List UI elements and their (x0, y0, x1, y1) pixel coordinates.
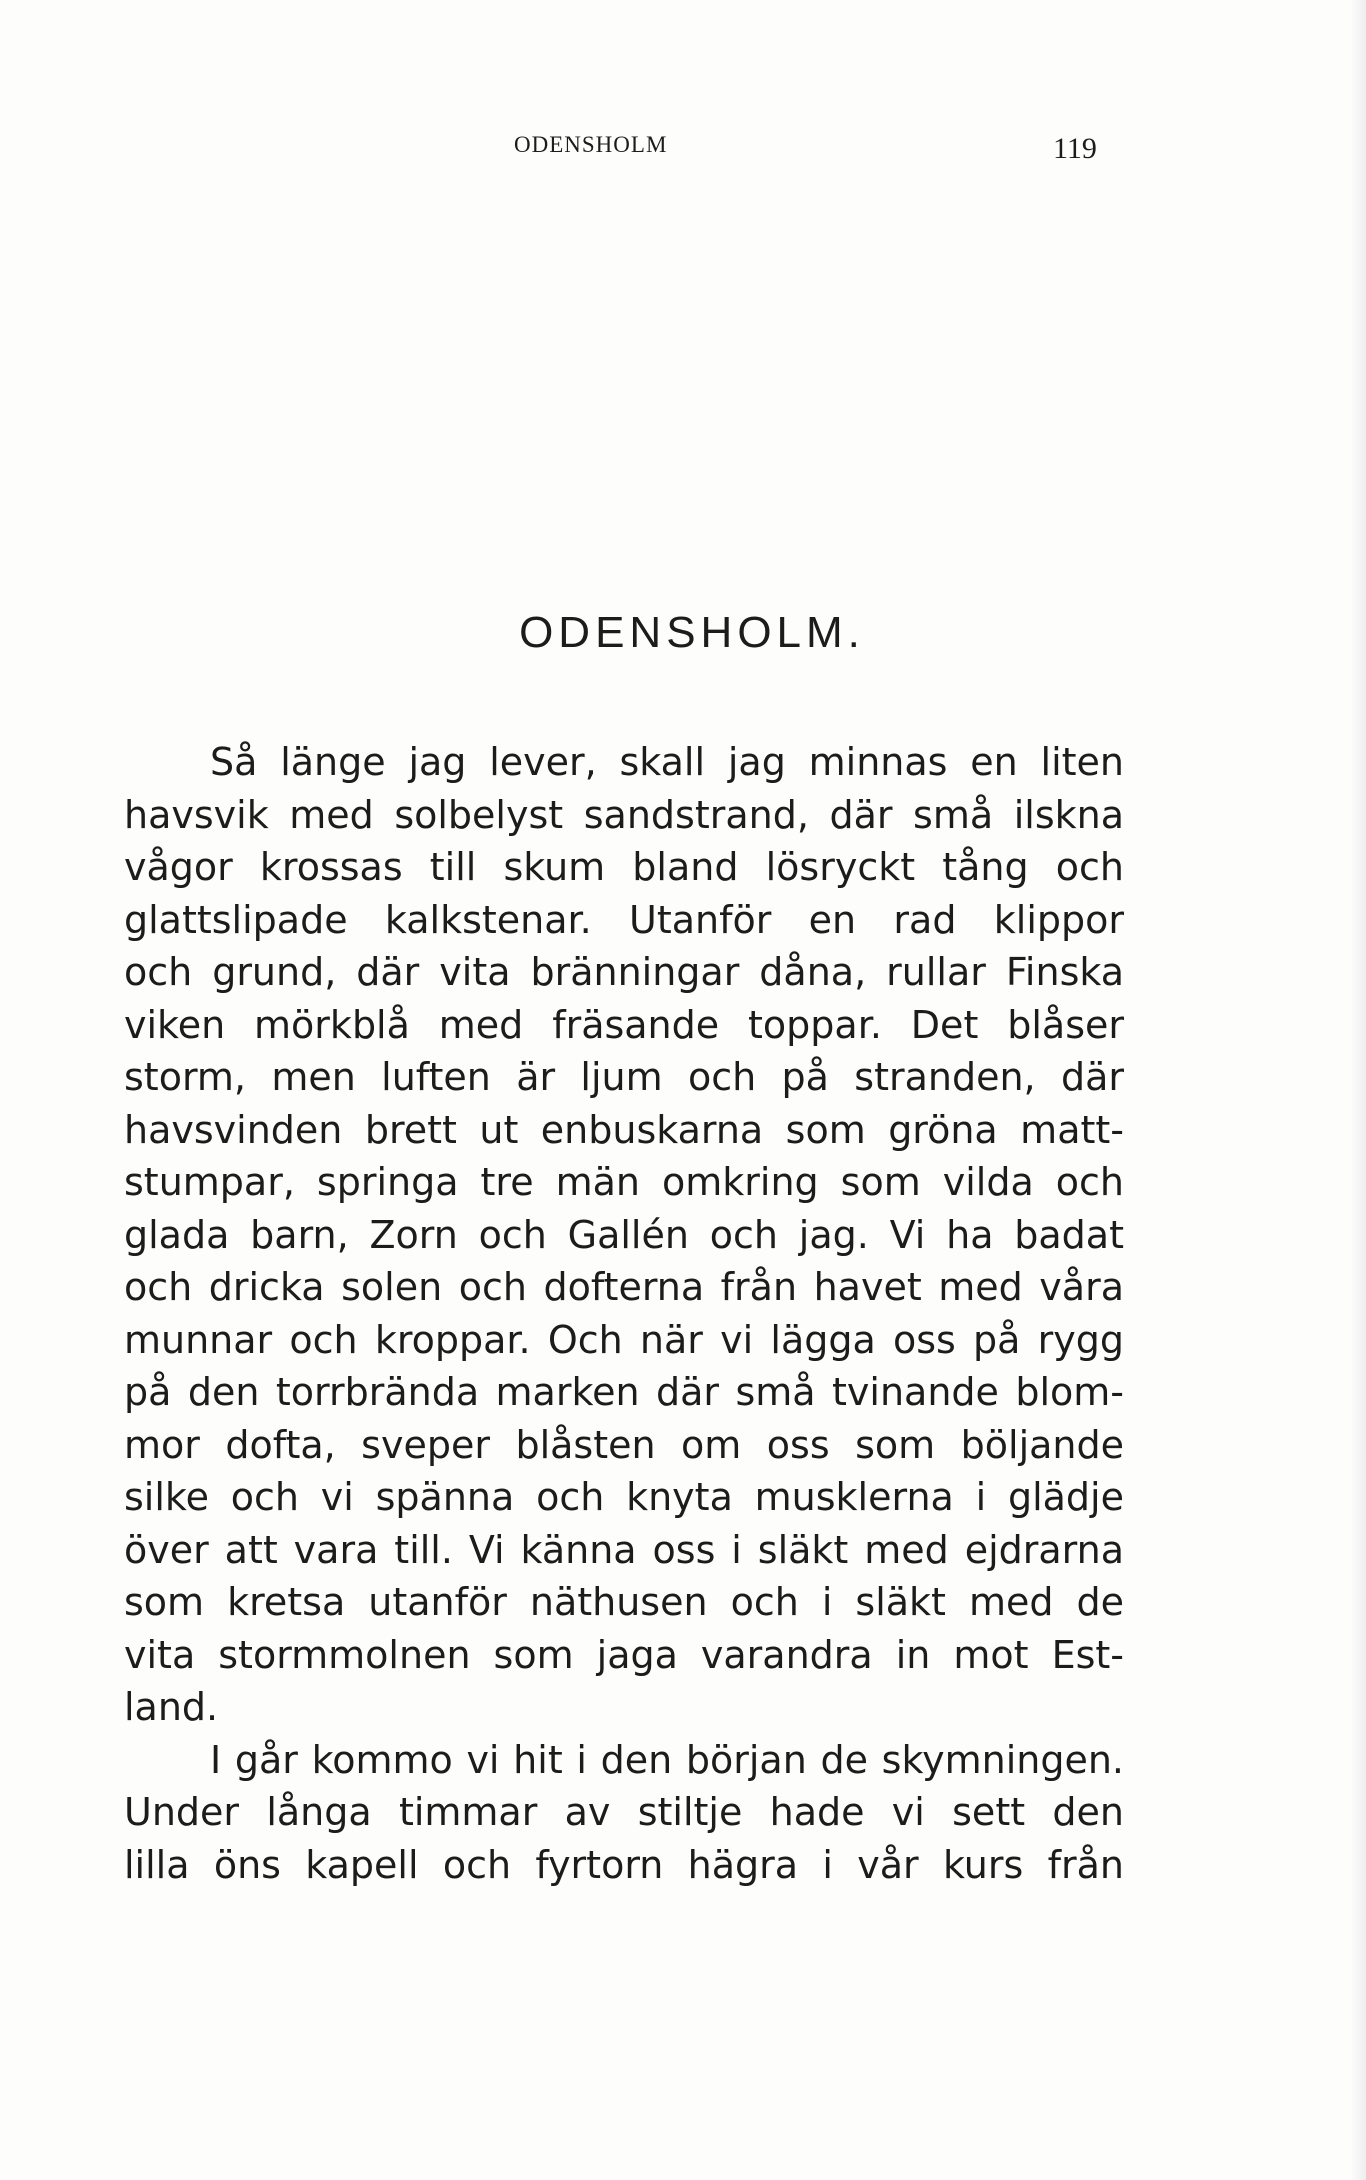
text-line: silke och vi spänna och knyta musklerna i glädje (124, 1475, 1124, 1519)
text-line: stumpar, springa tre män omkring som vilda och (124, 1160, 1124, 1204)
text-line: I går kommo vi hit i den början de skymningen. (210, 1737, 1124, 1782)
text-line: över att vara till. Vi känna oss i släkt med ejdrarna (124, 1527, 1124, 1572)
text-line: mor dofta, sveper blåsten om oss som böljande (124, 1422, 1124, 1467)
chapter-title: ODENSHOLM. (519, 608, 865, 657)
text-line: Så länge jag lever, skall jag minnas en liten (210, 740, 1124, 784)
text-line: viken mörkblå med fräsande toppar. Det blåser (124, 1002, 1124, 1047)
text-line: som kretsa utanför näthusen och i släkt med de (124, 1580, 1124, 1624)
running-head (0, 132, 1366, 172)
text-line: havsvinden brett ut enbuskarna som gröna matt- (124, 1107, 1124, 1152)
body-text (124, 736, 1124, 1891)
text-line: storm, men luften är ljum och på stranden, där (124, 1055, 1124, 1099)
text-line: Under långa timmar av stiltje hade vi sett den (124, 1790, 1124, 1834)
text-line: munnar och kroppar. Och när vi lägga oss på rygg (124, 1317, 1124, 1362)
running-title: ODENSHOLM (514, 132, 668, 157)
text-line: glada barn, Zorn och Gallén och jag. Vi ha badat (124, 1212, 1124, 1257)
text-line: och grund, där vita bränningar dåna, rullar Finska (124, 950, 1124, 994)
page-edge-shadow (1352, 0, 1366, 2180)
paragraph-1 (124, 736, 1124, 1734)
page-number: 119 (1053, 132, 1097, 165)
text-line: och dricka solen och dofterna från havet med våra (124, 1265, 1124, 1309)
text-line: havsvik med solbelyst sandstrand, där små ilskna (124, 792, 1124, 837)
text-line: lilla öns kapell och fyrtorn hägra i vår kurs från (124, 1842, 1124, 1887)
text-line: vågor krossas till skum bland lösryckt tång och (124, 845, 1124, 889)
text-line: land. (124, 1685, 219, 1729)
text-line: glattslipade kalkstenar. Utanför en rad klippor (124, 897, 1124, 942)
paragraph-2 (124, 1734, 1124, 1892)
text-line: vita stormmolnen som jaga varandra in mot Est- (124, 1632, 1124, 1677)
text-line: på den torrbrända marken där små tvinande blom- (124, 1370, 1124, 1414)
